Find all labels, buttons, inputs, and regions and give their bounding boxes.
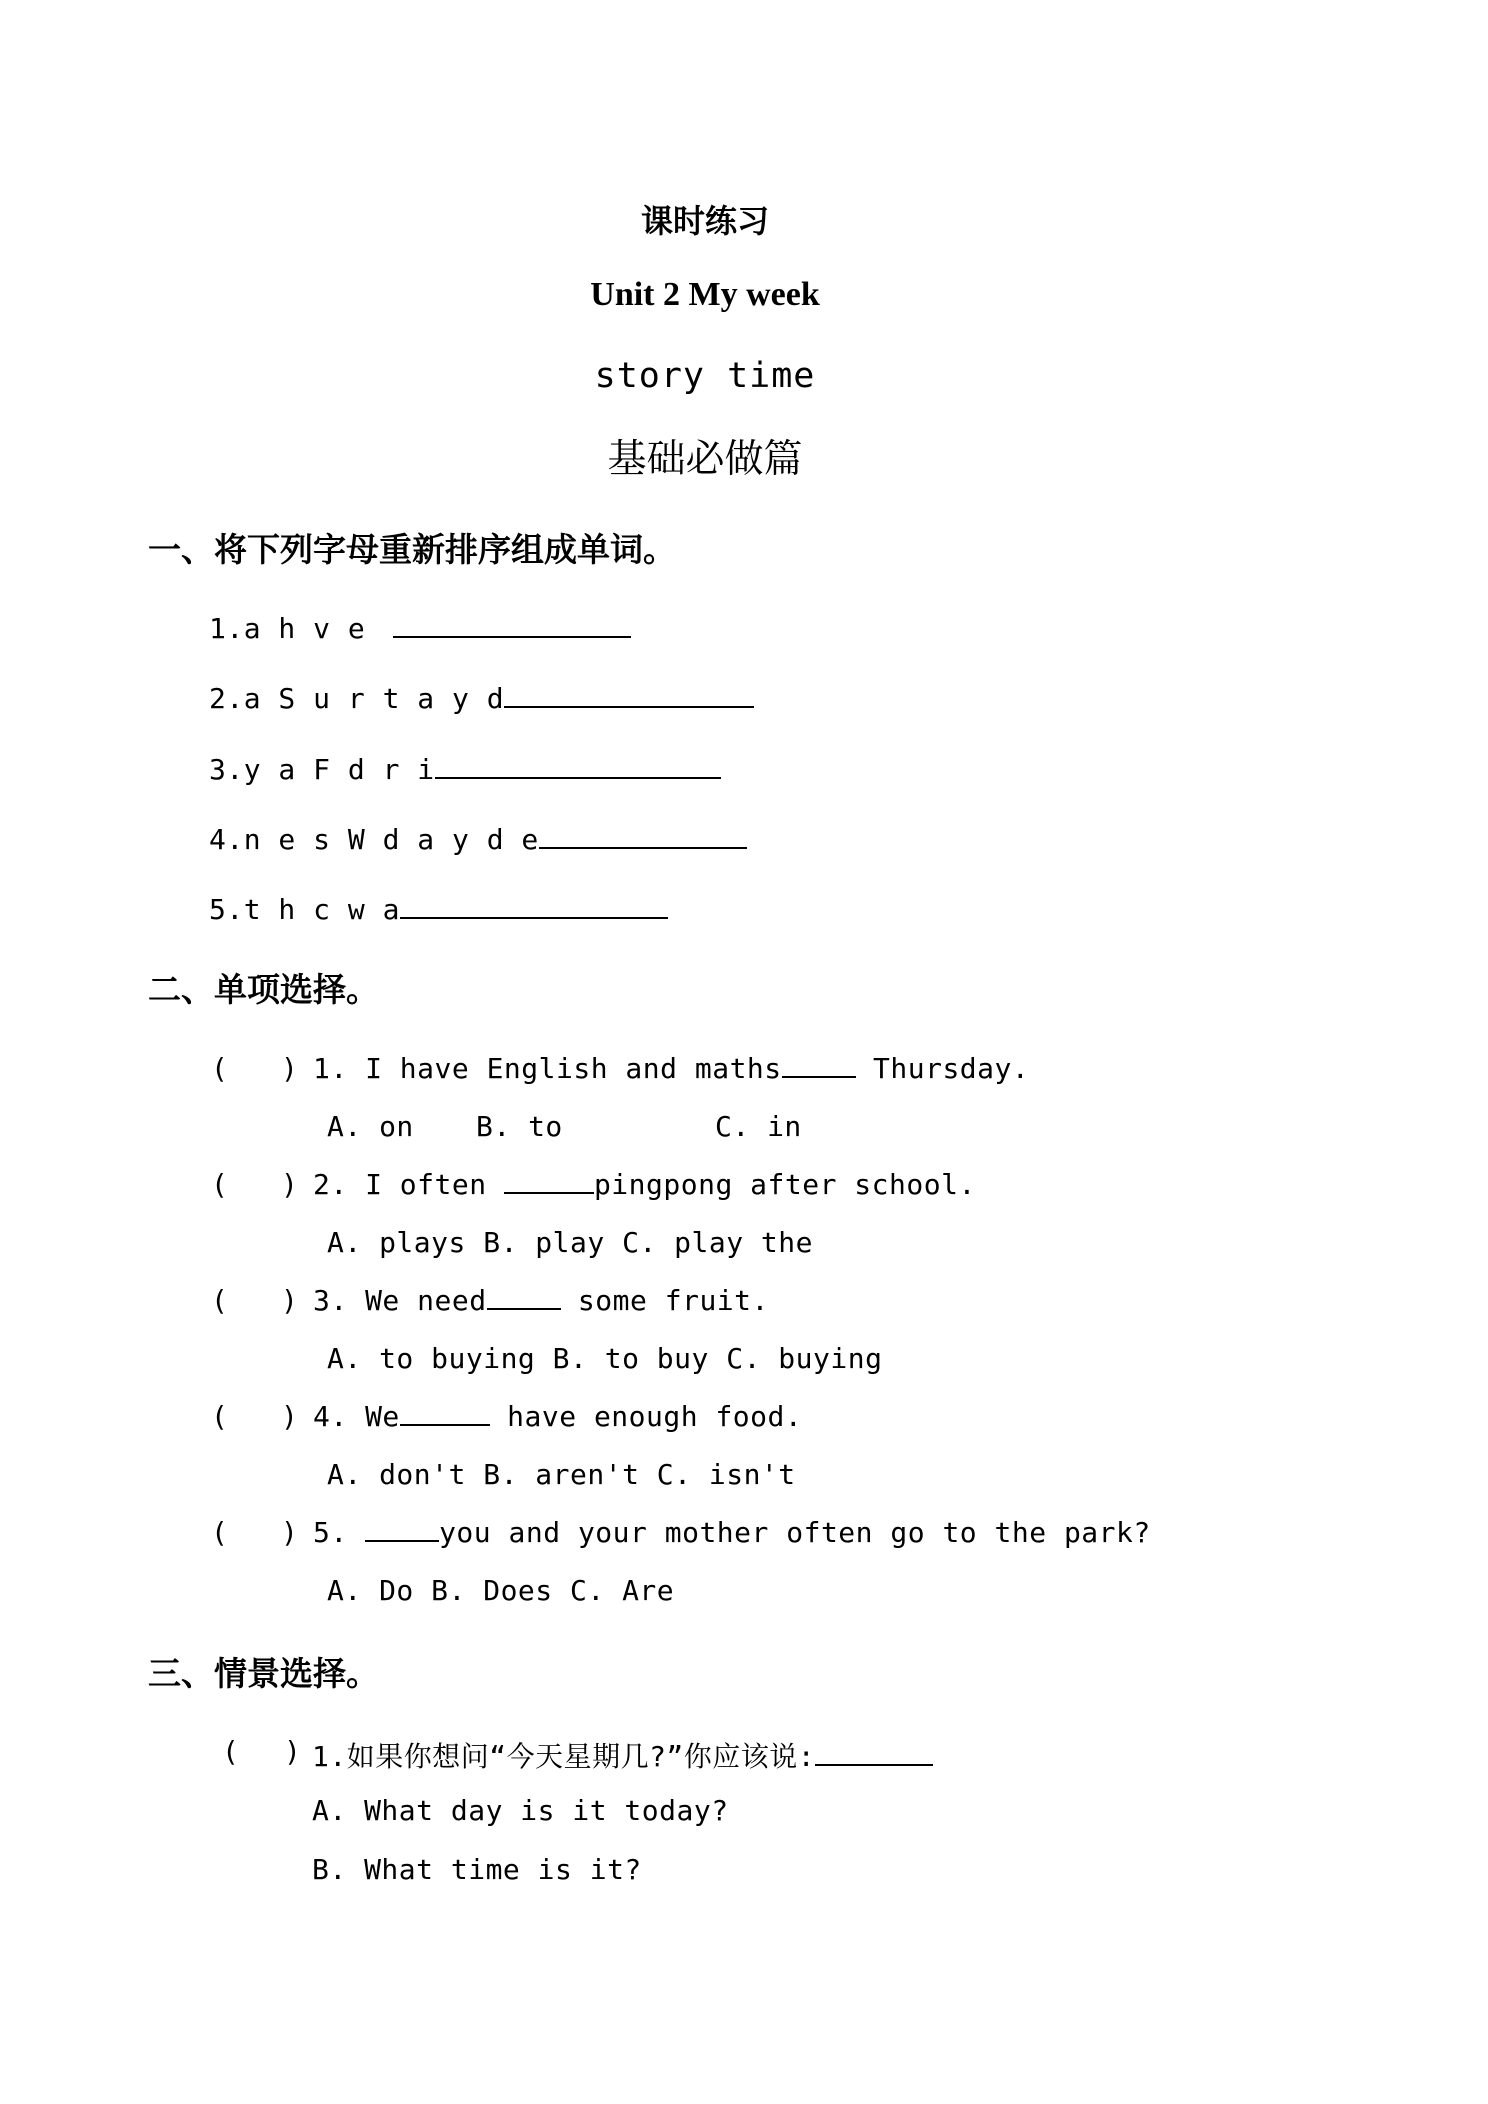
option-a[interactable]: A. What day is it today? xyxy=(312,1794,729,1827)
answer-bracket-open[interactable]: ( xyxy=(211,1516,229,1549)
answer-blank[interactable] xyxy=(815,1740,933,1766)
options-line[interactable]: A. plays B. play C. play the xyxy=(327,1226,814,1259)
answer-bracket-close[interactable]: ) xyxy=(281,1168,299,1201)
question-text-end: Thursday. xyxy=(855,1052,1030,1085)
unscramble-item xyxy=(209,682,754,715)
question-text: 1.如果你想问“今天星期几?”你应该说: xyxy=(312,1740,816,1773)
lesson-title: story time xyxy=(594,356,816,396)
mc-question xyxy=(313,1052,1029,1085)
question-text-end: some fruit. xyxy=(560,1284,769,1317)
answer-blank[interactable] xyxy=(435,753,721,779)
answer-blank[interactable] xyxy=(504,1168,594,1194)
unscramble-letters: 3.y a F d r i xyxy=(209,753,435,786)
question-text: 3. We need xyxy=(313,1284,487,1317)
answer-blank[interactable] xyxy=(400,893,668,919)
answer-blank[interactable] xyxy=(782,1052,856,1078)
answer-blank[interactable] xyxy=(487,1284,561,1310)
option-b[interactable]: B. What time is it? xyxy=(312,1853,642,1886)
section2-heading: 二、单项选择。 xyxy=(148,970,379,1009)
question-text: 2. I often xyxy=(313,1168,504,1201)
section3-heading: 三、情景选择。 xyxy=(148,1654,379,1693)
option-b[interactable]: B. to xyxy=(476,1110,563,1143)
mc-question xyxy=(313,1284,769,1317)
answer-blank[interactable] xyxy=(393,612,631,638)
unscramble-letters: 5.t h c w a xyxy=(209,893,400,926)
answer-blank[interactable] xyxy=(365,1516,439,1542)
answer-bracket-open[interactable]: ( xyxy=(211,1052,229,1085)
situation-question xyxy=(312,1735,933,1775)
question-text-end: have enough food. xyxy=(489,1400,803,1433)
mc-question xyxy=(313,1516,1151,1549)
unscramble-item xyxy=(209,753,721,786)
unscramble-item xyxy=(209,893,668,926)
answer-bracket-close[interactable]: ) xyxy=(281,1284,299,1317)
unscramble-item xyxy=(209,823,747,856)
level-title: 基础必做篇 xyxy=(607,437,803,482)
options-line[interactable]: A. Do B. Does C. Are xyxy=(327,1574,675,1607)
answer-bracket-open[interactable]: ( xyxy=(222,1735,240,1768)
answer-bracket-open[interactable]: ( xyxy=(211,1168,229,1201)
mc-question xyxy=(313,1400,802,1433)
answer-bracket-open[interactable]: ( xyxy=(211,1284,229,1317)
options-line[interactable]: A. don't B. aren't C. isn't xyxy=(327,1458,796,1491)
unit-title: Unit 2 My week xyxy=(590,276,820,313)
worksheet-title: 课时练习 xyxy=(640,202,769,240)
answer-bracket-close[interactable]: ) xyxy=(281,1052,299,1085)
answer-bracket-close[interactable]: ) xyxy=(281,1516,299,1549)
unscramble-letters: 1.a h v e xyxy=(209,612,366,645)
question-text-end: pingpong after school. xyxy=(593,1168,976,1201)
mc-question xyxy=(313,1168,976,1201)
answer-blank[interactable] xyxy=(504,682,754,708)
answer-bracket-open[interactable]: ( xyxy=(211,1400,229,1433)
section1-heading: 一、将下列字母重新排序组成单词。 xyxy=(148,530,676,569)
question-text: 5. xyxy=(313,1516,366,1549)
answer-blank[interactable] xyxy=(400,1400,490,1426)
options-line[interactable]: A. to buying B. to buy C. buying xyxy=(327,1342,883,1375)
option-c[interactable]: C. in xyxy=(715,1110,802,1143)
unscramble-letters: 4.n e s W d a y d e xyxy=(209,823,539,856)
unscramble-item xyxy=(209,612,631,645)
question-text: 4. We xyxy=(313,1400,400,1433)
unscramble-letters: 2.a S u r t a y d xyxy=(209,682,505,715)
answer-blank[interactable] xyxy=(539,823,747,849)
option-a[interactable]: A. on xyxy=(327,1110,414,1143)
answer-bracket-close[interactable]: ) xyxy=(281,1400,299,1433)
answer-bracket-close[interactable]: ) xyxy=(284,1735,302,1768)
question-text: 1. I have English and maths xyxy=(313,1052,782,1085)
question-text-end: you and your mother often go to the park? xyxy=(439,1516,1151,1549)
